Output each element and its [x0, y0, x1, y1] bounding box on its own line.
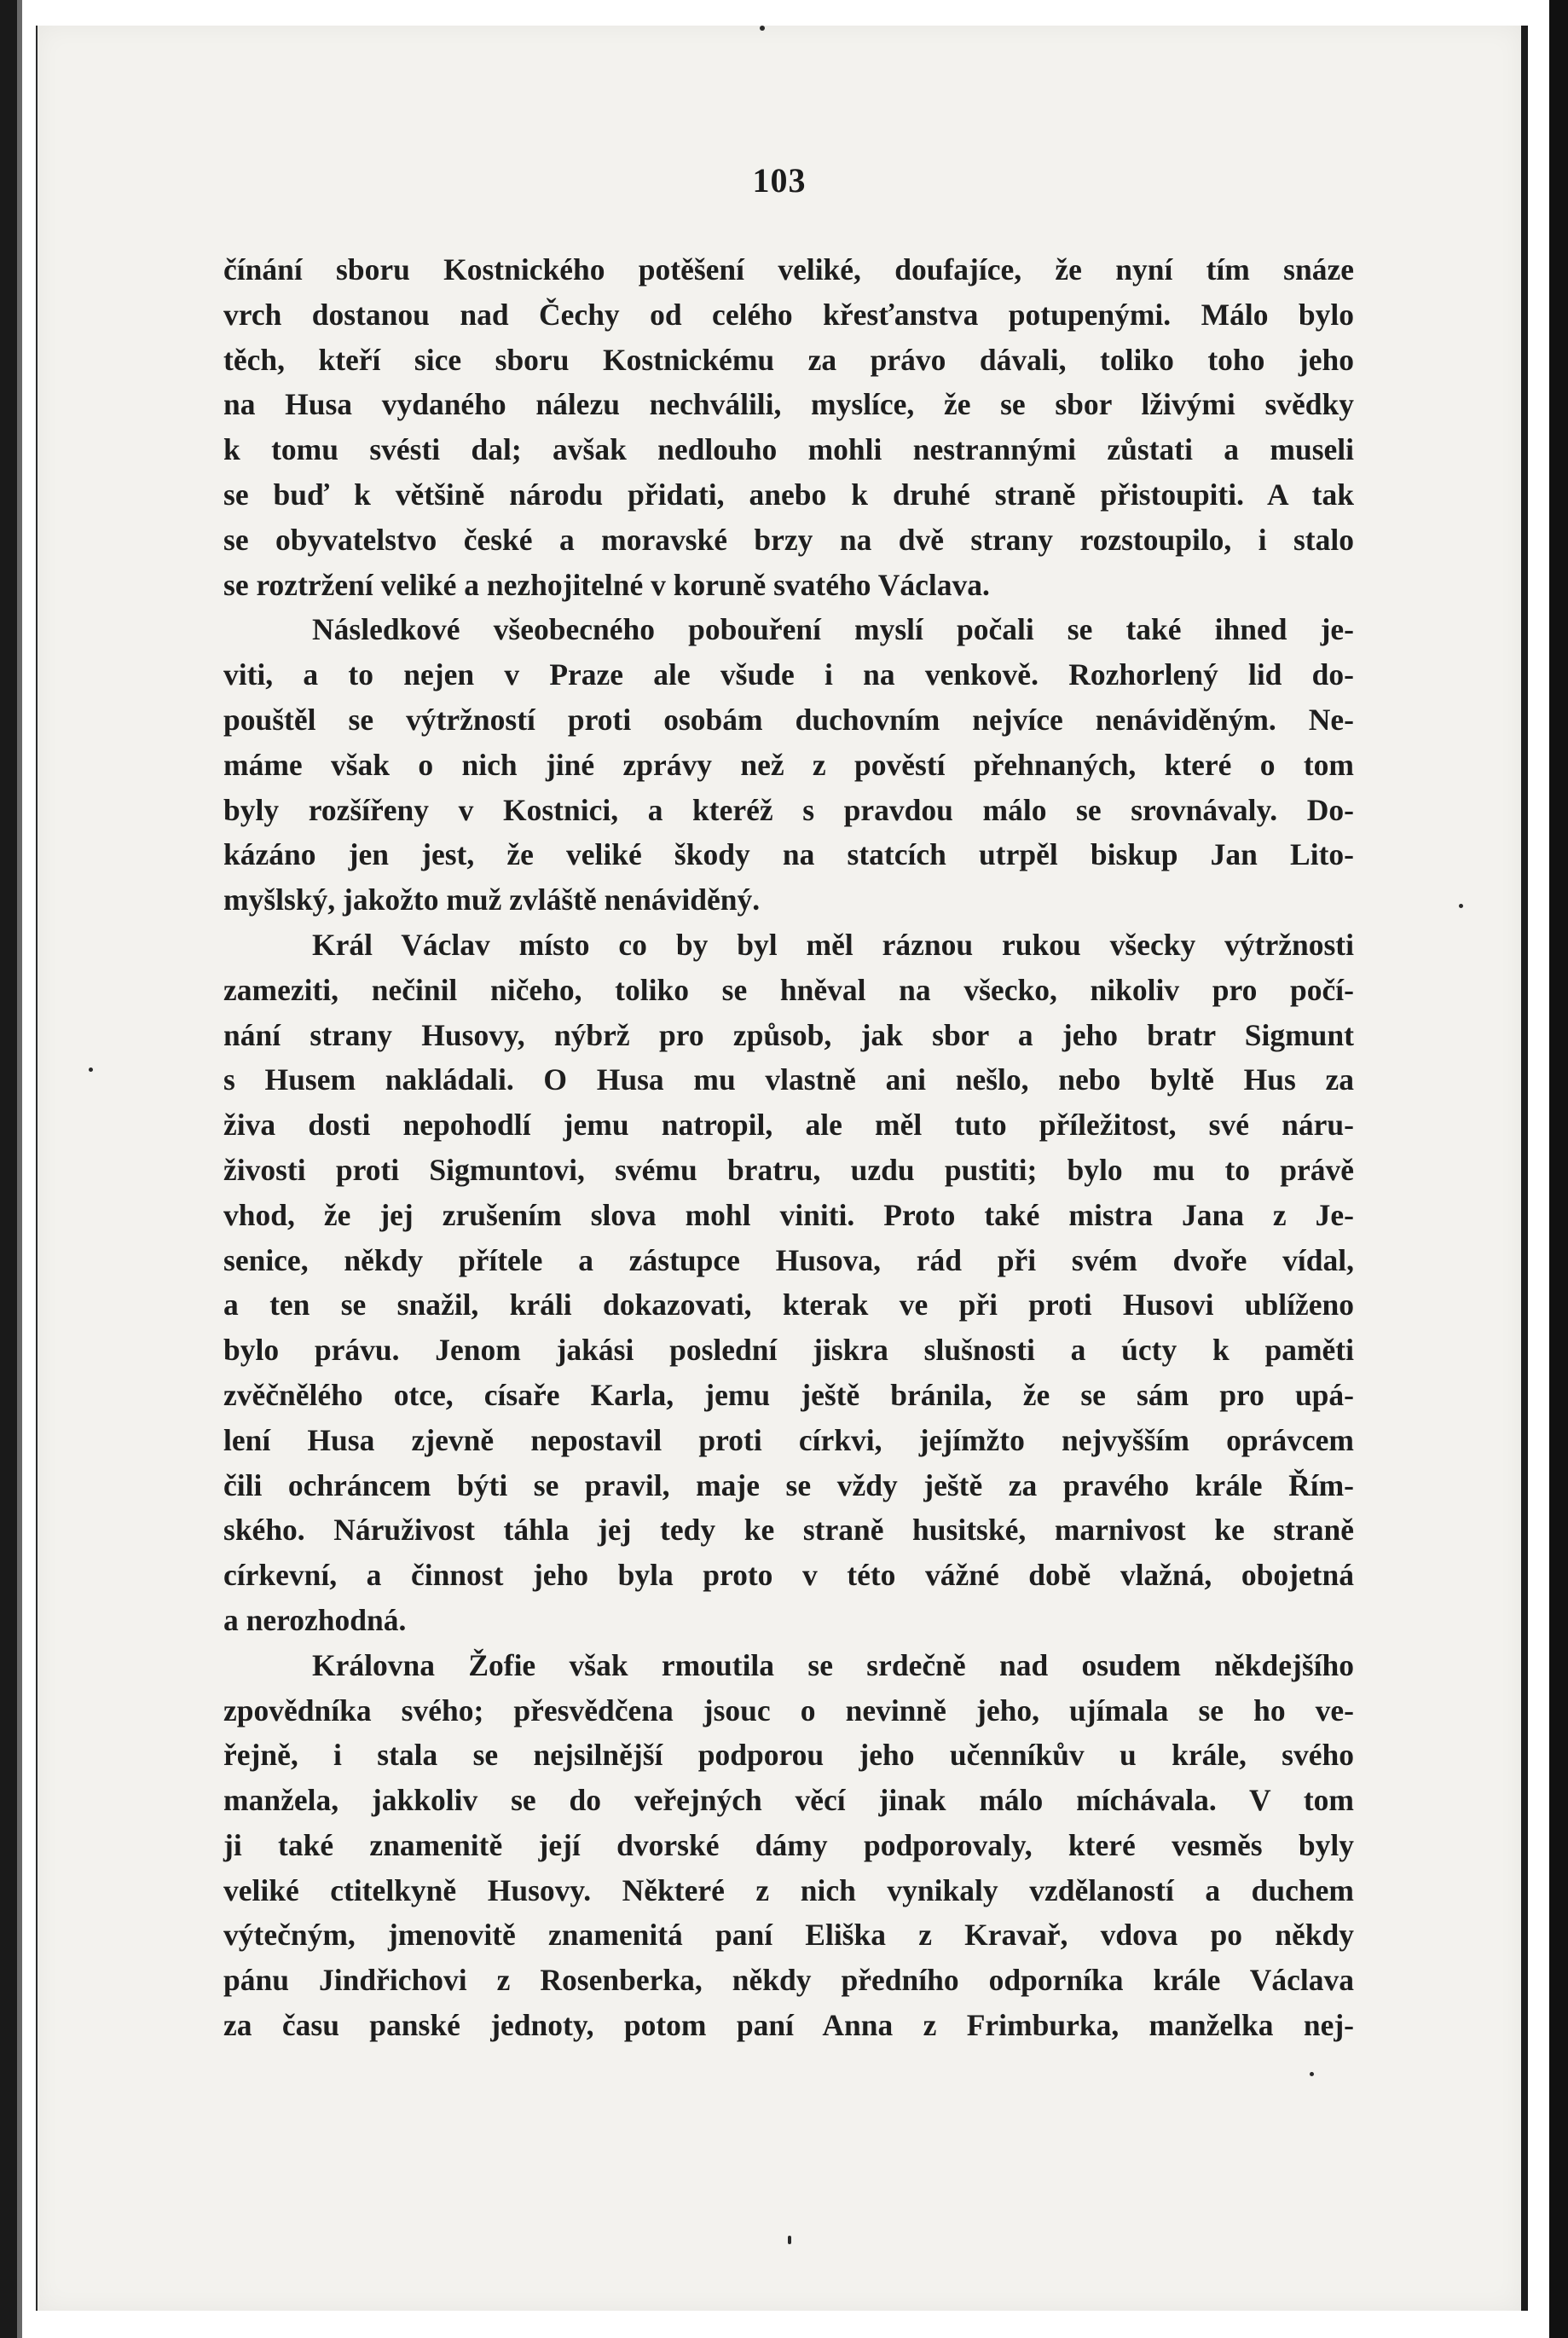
scan-speck — [1459, 904, 1463, 908]
scan-speck — [760, 26, 765, 31]
text-line: výtečným, jmenovitě znamenitá paní Eliška z Kravař, vdova po někdy — [223, 1918, 1354, 1953]
text-line: se roztržení veliké a nezhojitelné v koruně svatého Václava. — [223, 567, 990, 602]
body-text — [223, 247, 1354, 2048]
text-line: viti, a to nejen v Praze ale všude i na venkově. Rozhorlený lid do- — [223, 657, 1354, 692]
text-line: Král Václav místo co by byl měl ráznou rukou všecky výtržnosti — [312, 927, 1354, 962]
text-line: a ten se snažil, králi dokazovati, kterak ve při proti Husovi ublíženo — [223, 1288, 1354, 1322]
scan-left-edge — [0, 0, 17, 2338]
text-line: na Husa vydaného nálezu nechválili, myslíce, že se sbor lživými svědky — [223, 387, 1354, 422]
text-line: byly rozšířeny v Kostnici, a kteréž s pravdou málo se srovnávaly. Do- — [223, 792, 1354, 827]
text-line: vhod, že jej zrušením slova mohl viniti. Proto také mistra Jana z Je- — [223, 1197, 1354, 1232]
text-line: zvěčnělého otce, císaře Karla, jemu ještě bránila, že se sám pro upá- — [223, 1377, 1354, 1412]
paragraph-4 — [223, 1643, 1354, 2048]
text-line: vrch dostanou nad Čechy od celého křesťanstva potupenými. Málo bylo — [223, 297, 1354, 332]
text-line: se buď k většině národu přidati, anebo k druhé straně přistoupiti. A tak — [223, 477, 1354, 512]
text-line: myšlský, jakožto muž zvláště nenáviděný. — [223, 883, 761, 917]
text-line: veliké ctitelkyně Husovy. Některé z nich vynikaly vzdělaností a duchem — [223, 1872, 1354, 1907]
text-line: zpovědníka svého; přesvědčena jsouc o nevinně jeho, ujímala se ho ve- — [223, 1693, 1354, 1727]
text-line: bylo právu. Jenom jakási poslední jiskra slušnosti a úcty k paměti — [223, 1333, 1354, 1368]
text-line: čínání sboru Kostnického potěšení veliké, doufajíce, že nyní tím snáze — [223, 252, 1354, 286]
scan-speck — [1310, 2072, 1314, 2076]
paragraph-3 — [223, 923, 1354, 1643]
text-line: manžela, jakkoliv se do veřejných věcí jinak málo míchávala. V tom — [223, 1783, 1354, 1818]
text-line: k tomu svésti dal; avšak nedlouho mohli nestrannými zůstati a museli — [223, 432, 1354, 467]
text-line: čili ochráncem býti se pravil, maje se vždy ještě za pravého krále Řím- — [223, 1467, 1354, 1502]
text-line: ji také znamenitě její dvorské dámy podporovaly, které vesměs byly — [223, 1827, 1354, 1862]
text-line: lení Husa zjevně nepostavil proti církvi, jejímžto nejvyšším oprávcem — [223, 1422, 1354, 1457]
text-line: kázáno jen jest, že veliké škody na statcích utrpěl biskup Jan Lito- — [223, 837, 1354, 872]
paragraph-1 — [223, 247, 1354, 607]
text-line: živosti proti Sigmuntovi, svému bratru, uzdu pustiti; bylo mu to právě — [223, 1152, 1354, 1187]
scan-left-edge-shadow — [17, 0, 22, 2338]
text-line: a nerozhodná. — [223, 1602, 407, 1637]
text-line: Královna Žofie však rmoutila se srdečně nad osudem někdejšího — [312, 1647, 1354, 1682]
text-line: živa dosti nepohodlí jemu natropil, ale měl tuto příležitost, své náru- — [223, 1108, 1354, 1143]
text-line: pánu Jindřichovi z Rosenberka, někdy předního odporníka krále Václava — [223, 1963, 1354, 1998]
text-line: řejně, i stala se nejsilnější podporou jeho učenníkův u krále, svého — [223, 1738, 1354, 1773]
book-page — [36, 26, 1528, 2311]
scan-right-edge — [1549, 0, 1568, 2338]
paragraph-2 — [223, 607, 1354, 923]
page-number: 103 — [752, 161, 807, 200]
text-line: senice, někdy přítele a zástupce Husova, rád při svém dvoře vídal, — [223, 1242, 1354, 1277]
scan-speck — [89, 1068, 93, 1072]
text-line: těch, kteří sice sboru Kostnickému za právo dávali, toliko toho jeho — [223, 342, 1354, 377]
text-line: nání strany Husovy, nýbrž pro způsob, jak sbor a jeho bratr Sigmunt — [223, 1017, 1354, 1052]
text-line: Následkové všeobecného pobouření myslí počali se také ihned je- — [312, 612, 1354, 647]
text-line: s Husem nakládali. O Husa mu vlastně ani nešlo, nebo byltě Hus za — [223, 1062, 1354, 1097]
text-line: církevní, a činnost jeho byla proto v této vážné době vlažná, obojetná — [223, 1558, 1354, 1593]
scan-speck — [788, 2236, 791, 2244]
text-line: zameziti, nečinil ničeho, toliko se hněval na všecko, nikoliv pro počí- — [223, 972, 1354, 1007]
text-line: ského. Náruživost táhla jej tedy ke straně husitské, marnivost ke straně — [223, 1513, 1354, 1548]
text-line: za času panské jednoty, potom paní Anna z Frimburka, manželka nej- — [223, 2008, 1354, 2043]
text-line: se obyvatelstvo české a moravské brzy na dvě strany rozstoupilo, i stalo — [223, 522, 1354, 557]
text-line: máme však o nich jiné zprávy než z pověstí přehnaných, které o tom — [223, 747, 1354, 782]
text-line: pouštěl se výtržností proti osobám duchovním nejvíce nenáviděným. Ne- — [223, 702, 1354, 737]
